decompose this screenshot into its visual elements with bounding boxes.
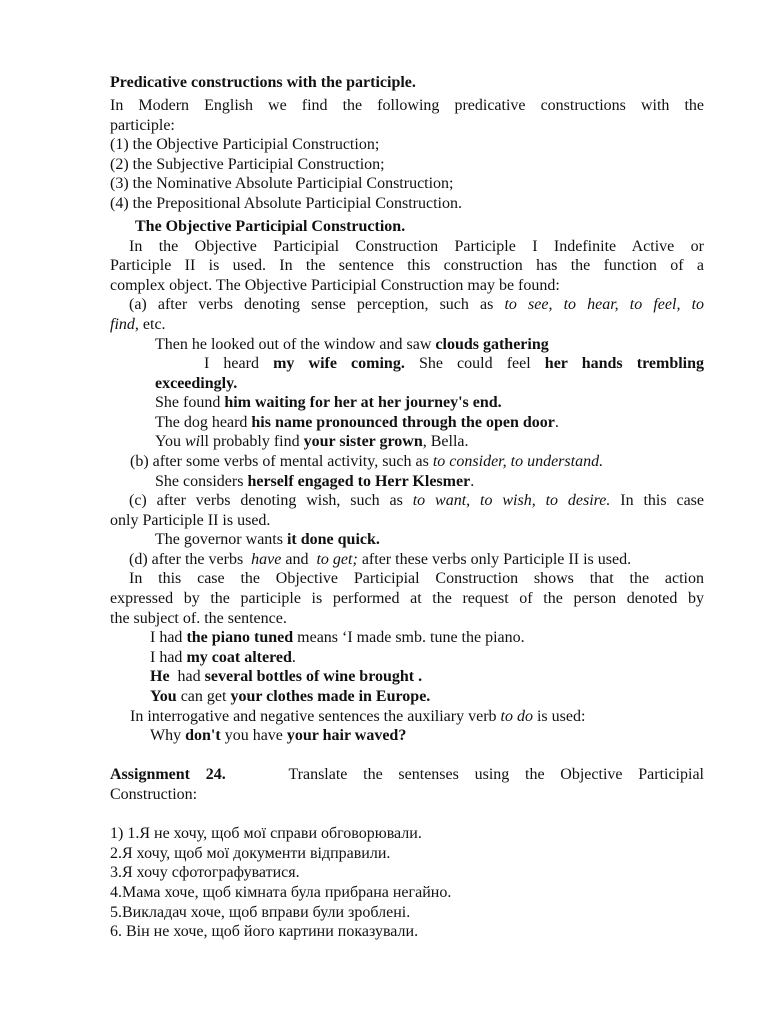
example-sentence: The governor wants it done quick. <box>155 531 380 548</box>
paragraph-line: In this case the Objective Participial Construction shows that the action <box>129 570 704 587</box>
paragraph-line: the subject of. the sentence. <box>110 610 287 627</box>
list-item: (1) the Objective Participial Construction; <box>110 136 380 153</box>
intro-line: participle: <box>110 117 175 134</box>
example-sentence: She found him waiting for her at her journey's end. <box>155 394 502 411</box>
example-sentence: Why don't you have your hair waved? <box>150 727 407 744</box>
task-item: 4.Мама хоче, щоб кімната була прибрана негайно. <box>110 884 452 901</box>
paragraph-line: Participle II is used. In the sentence this construction has the function of a <box>110 257 704 274</box>
assignment-heading-cont: Construction: <box>110 786 198 803</box>
task-item: 6. Він не хоче, щоб його картини показували. <box>110 923 419 940</box>
list-item: (4) the Prepositional Absolute Participial Construction. <box>110 195 462 212</box>
intro-line: In Modern English we find the following predicative constructions with the <box>110 97 704 114</box>
page-heading: Predicative constructions with the participle. <box>110 74 416 91</box>
example-sentence: She considers herself engaged to Herr Klesmer. <box>155 473 475 490</box>
task-item: 3.Я хочу сфотографуватися. <box>110 864 300 881</box>
paragraph-line: expressed by the participle is performed at the request of the person denoted by <box>110 590 704 607</box>
example-sentence: I had the piano tuned means ‘I made smb. tune the piano. <box>150 629 525 646</box>
rule-negative: In interrogative and negative sentences the auxiliary verb to do is used: <box>130 708 586 725</box>
rule-c-cont: only Participle II is used. <box>110 512 271 529</box>
example-sentence: You can get your clothes made in Europe. <box>150 688 431 705</box>
example-sentence: exceedingly. <box>155 375 238 392</box>
paragraph-line: In the Objective Participial Construction Participle I Indefinite Active or <box>129 238 704 255</box>
task-item: 5.Викладач хоче, щоб вправи були зроблені. <box>110 904 411 921</box>
rule-b: (b) after some verbs of mental activity, such as to consider, to understand. <box>130 453 604 470</box>
example-sentence: I heard my wife coming. She could feel her hands trembling <box>204 355 705 372</box>
example-sentence: Then he looked out of the window and saw clouds gathering <box>155 336 549 353</box>
paragraph-line: complex object. The Objective Participial Construction may be found: <box>110 277 560 294</box>
list-item: (3) the Nominative Absolute Participial Construction; <box>110 175 454 192</box>
rule-a-cont: find, etc. <box>110 316 166 333</box>
list-item: (2) the Subjective Participial Construction; <box>110 156 385 173</box>
example-sentence: The dog heard his name pronounced through the open door. <box>155 414 559 431</box>
task-item: 2.Я хочу, щоб мої документи відправили. <box>110 845 391 862</box>
assignment-heading: Assignment 24. Translate the sentenses using the Objective Participial <box>110 766 704 783</box>
rule-a: (a) after verbs denoting sense perception, such as to see, to hear, to feel, to <box>129 296 705 313</box>
section-title: The Objective Participial Construction. <box>135 218 406 235</box>
rule-d: (d) after the verbs have and to get; after these verbs only Participle II is used. <box>129 551 632 568</box>
example-sentence: He had several bottles of wine brought . <box>150 668 423 685</box>
task-item: 1) 1.Я не хочу, щоб мої справи обговорювали. <box>110 825 422 842</box>
example-sentence: You will probably find your sister grown, Bella. <box>155 433 469 450</box>
example-sentence: I had my coat altered. <box>150 649 296 666</box>
rule-c: (c) after verbs denoting wish, such as to want, to wish, to desire. In this case <box>129 492 705 509</box>
